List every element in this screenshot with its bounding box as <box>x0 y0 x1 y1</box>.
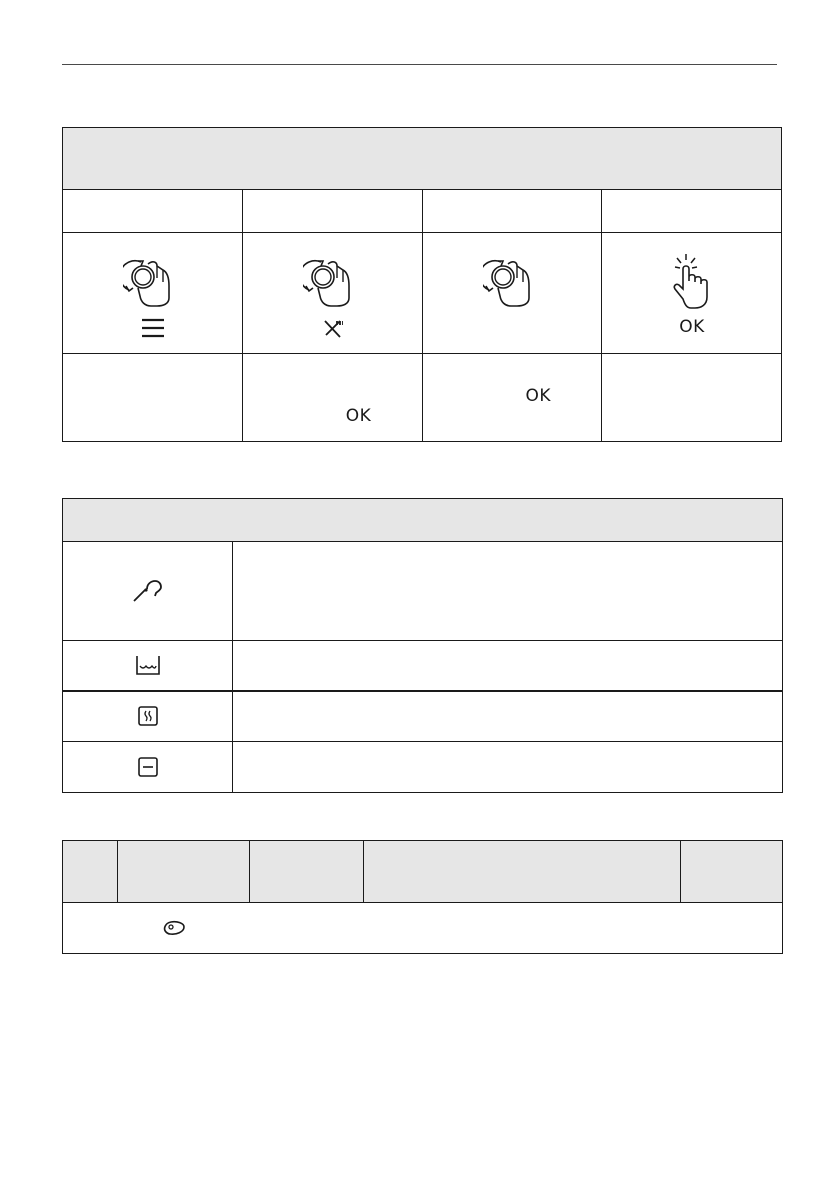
step-number-cell-1 <box>63 190 243 233</box>
food-table-header-cell <box>681 841 783 903</box>
symbol-description-cell <box>233 542 783 641</box>
fork-knife-icon <box>323 320 343 338</box>
step-number-cell-4 <box>602 190 782 233</box>
steam-icon <box>138 706 158 726</box>
step-text-cell-4 <box>602 354 782 442</box>
symbol-description-cell <box>233 742 783 793</box>
symbols-table-header <box>63 499 783 542</box>
rotate-knob-icon <box>123 248 183 308</box>
food-category-row <box>63 903 783 954</box>
step-icon-cell-4 <box>602 233 782 354</box>
food-table <box>62 840 783 954</box>
step-icon-cell-3 <box>422 233 602 354</box>
food-table-header-cell <box>118 841 250 903</box>
water-tray-icon <box>136 655 160 675</box>
step-text-cell-3 <box>422 354 602 442</box>
symbol-description-cell <box>233 641 783 691</box>
tap-hand-icon <box>667 251 717 311</box>
steps-table <box>62 127 782 442</box>
step-icon-cell-1 <box>63 233 243 354</box>
food-probe-icon <box>133 580 163 602</box>
step-text-cell-1 <box>63 354 243 442</box>
symbol-icon-cell <box>63 742 233 793</box>
step-number-cell-3 <box>422 190 602 233</box>
step-text-cell-2 <box>242 354 422 442</box>
menu-icon <box>141 318 165 338</box>
steps-table-header <box>63 128 782 190</box>
symbol-description-cell <box>233 691 783 742</box>
symbol-icon-cell <box>63 542 233 641</box>
step-icon-cell-2 <box>242 233 422 354</box>
header-rule <box>62 64 777 65</box>
rotate-knob-icon <box>303 248 363 308</box>
symbols-table <box>62 498 783 793</box>
ok-label: OK <box>345 406 372 426</box>
ok-label: OK <box>679 317 705 337</box>
symbol-icon-cell <box>63 641 233 691</box>
meat-icon <box>163 920 185 936</box>
food-table-header-cell <box>364 841 681 903</box>
symbol-icon-cell <box>63 691 233 742</box>
food-table-header-cell <box>63 841 118 903</box>
ok-label: OK <box>525 386 552 406</box>
minus-box-icon <box>138 757 158 777</box>
food-table-header-cell <box>250 841 364 903</box>
rotate-knob-icon <box>483 248 543 308</box>
step-number-cell-2 <box>242 190 422 233</box>
